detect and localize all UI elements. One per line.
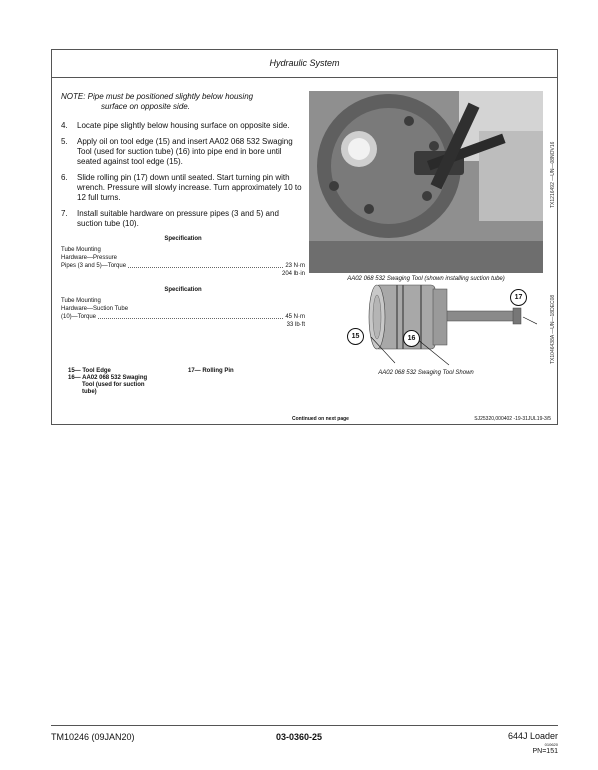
figure1-code: TX1216492 —UN—08NOV16 [550,141,556,208]
section-title: Hydraulic System [269,58,340,68]
manual-number: TM10246 (09JAN20) [51,732,135,742]
continued-note: Continued on next page [292,416,349,422]
step-list [61,121,305,229]
step-number: 7. [61,209,68,218]
figure1-caption: AA02 068 532 Swaging Tool (shown installing suction tube) [347,276,505,282]
legend-left [68,368,147,396]
dot-leader [128,262,283,268]
step-item [61,173,305,203]
spec-title: Specification [164,236,202,242]
page-number: 03-0360-25 [275,732,323,742]
spec-value: 23 N·m [285,263,305,269]
step-number: 5. [61,137,68,146]
step-text: Slide rolling pin (17) down until seated. Start turning pin with wrench. Pressure will slowly increase. Turn approximately 10 to 12 full turns. [77,173,302,202]
instructions-column [61,92,305,329]
spec-line: Hardware—Pressure [61,255,118,261]
content-frame [51,49,558,425]
swaging-tool-drawing [337,255,537,375]
figure2-caption: AA02 068 532 Swaging Tool Shown [378,370,474,376]
legend-item: Tool (used for suction [82,382,145,388]
callout-15: 15 [347,328,364,345]
legend-item: 16— AA02 068 532 Swaging [68,375,148,381]
callout-17: 17 [510,289,527,306]
dot-leader [98,313,283,319]
spec-suction-tube [61,286,305,329]
legend-item: tube) [82,389,97,395]
step-item [61,137,305,167]
spec-row [61,262,305,270]
step-item [61,209,305,229]
note [61,92,305,112]
step-item [61,121,305,131]
callout-16: 16 [403,330,420,347]
figure2-code: TX1046438A —UN—18DEC08 [550,294,556,364]
spec-pressure-pipes [61,235,305,278]
machine-model: 644J Loader [507,731,558,741]
spec-line: Pipes (3 and 5)—Torque [61,263,127,269]
spec-line: Tube Mounting [61,247,101,253]
note-line-2: surface on opposite side. [101,102,190,111]
pn-number: PN=151 [532,748,558,755]
spec-value-alt: 204 lb·in [281,271,305,277]
footer-divider [51,725,558,726]
note-line-1: NOTE: Pipe must be positioned slightly below housing [61,92,254,101]
spec-row [61,313,305,321]
legend-right [188,368,234,375]
footer-small-code: 010620 [544,742,558,747]
header-divider [52,77,557,78]
step-text: Apply oil on tool edge (15) and insert AA02 068 532 Swaging Tool (used for suction tube) (16) into pipe end in bore until seated against tool edge (15). [77,137,293,166]
photo-illustration [309,91,543,273]
spec-line: Tube Mounting [61,298,101,304]
legend-item: 15— Tool Edge [68,368,111,374]
step-number: 4. [61,121,68,130]
spec-value-alt: 33 lb·ft [286,322,305,328]
swaging-tool-photo [309,91,543,273]
step-text: Install suitable hardware on pressure pipes (3 and 5) and suction tube (10). [77,209,279,228]
spec-value: 45 N·m [285,314,305,320]
reference-code: SJ25320,000402 -19-31JUL19-3/5 [474,416,551,422]
step-number: 6. [61,173,68,182]
spec-title: Specification [164,287,202,293]
step-text: Locate pipe slightly below housing surface on opposite side. [77,121,290,130]
legend-item: 17— Rolling Pin [188,368,234,374]
spec-line: (10)—Torque [61,314,97,320]
spec-line: Hardware—Suction Tube [61,306,129,312]
